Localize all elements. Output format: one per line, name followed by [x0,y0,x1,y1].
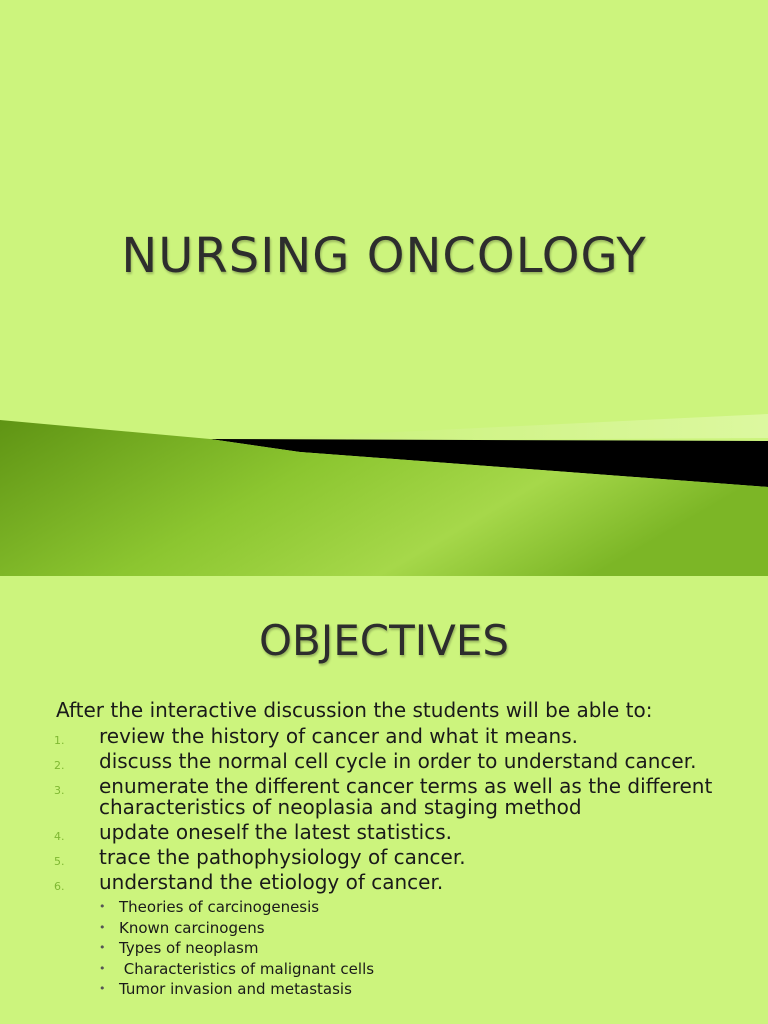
objective-number: 2. [54,759,65,772]
objectives-title: OBJECTIVES [258,616,510,665]
objective-item [0,751,768,772]
objective-item [0,822,768,843]
objective-text: update oneself the latest statistics. [99,820,452,844]
sub-item-text: Known carcinogens [119,918,265,937]
intro-text: After the interactive discussion the students will be able to: [56,698,653,722]
objective-text: enumerate the different cancer terms as well as the different characteristics of neoplasia and staging method [99,774,713,819]
sub-list [99,897,768,1000]
objectives-list [0,726,768,1004]
objectives-slide [0,576,768,1024]
sub-item [99,897,768,918]
sub-item [99,918,768,939]
objective-number: 1. [54,734,65,747]
sub-item [99,938,768,959]
wave-sheen [230,414,768,441]
bullet-icon: • [99,941,106,954]
bullet-icon: • [99,961,106,975]
bullet-icon: • [99,982,106,995]
objective-text: understand the etiology of cancer. [99,870,444,894]
slide-title: NURSING ONCOLOGY [121,228,647,284]
objective-item [0,872,768,1000]
objective-number: 5. [54,855,65,868]
objective-number: 4. [54,830,65,843]
bullet-icon: • [99,900,106,913]
sub-item [99,959,768,980]
objective-text: review the history of cancer and what it means. [99,724,578,748]
objective-text: discuss the normal cell cycle in order to understand cancer. [99,749,697,773]
sub-item-text: Tumor invasion and metastasis [119,980,352,998]
sub-item-text: Types of neoplasm [119,939,259,957]
objective-number: 6. [54,880,65,893]
sub-item-text: Characteristics of malignant cells [119,959,375,978]
objective-item [0,776,768,818]
objective-item [0,726,768,747]
objective-text: trace the pathophysiology of cancer. [99,845,466,869]
sub-item-text: Theories of carcinogenesis [119,898,320,916]
bullet-icon: • [99,920,106,934]
objective-item [0,847,768,868]
objective-number: 3. [54,784,65,797]
sub-item [99,979,768,1000]
